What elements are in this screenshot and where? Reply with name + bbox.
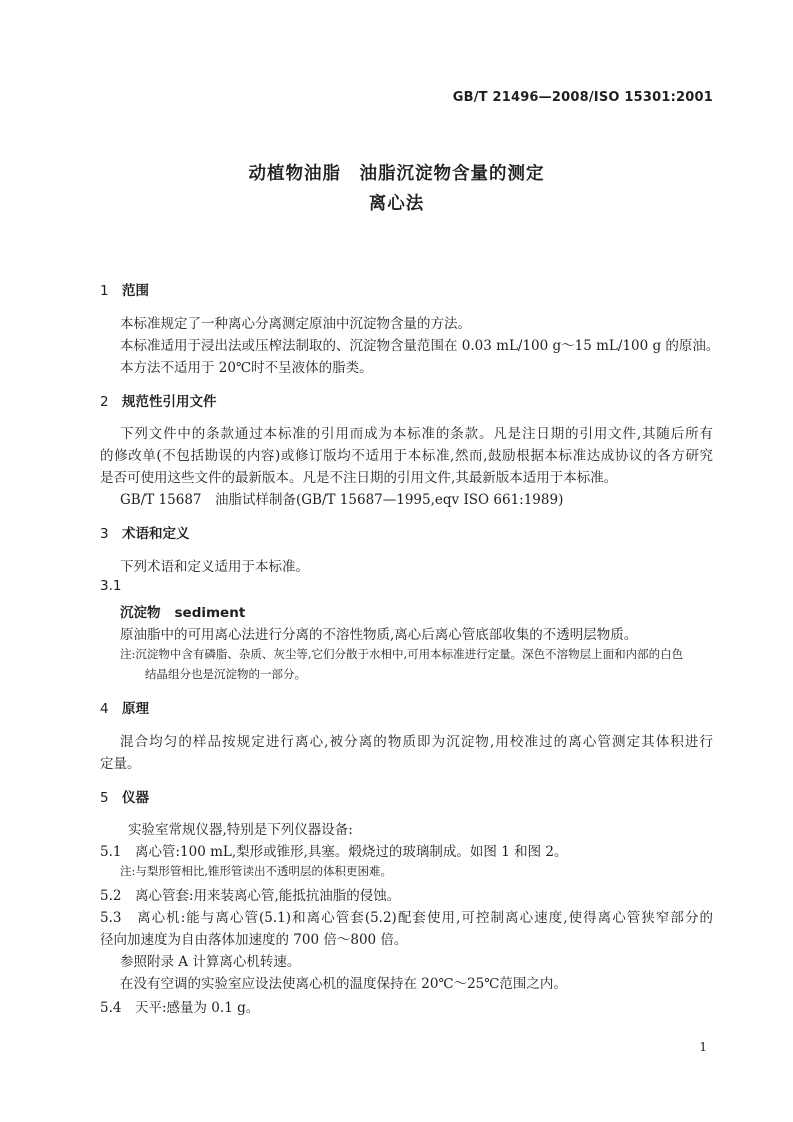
section-4-heading xyxy=(100,697,149,717)
section-5-title: 仪器 xyxy=(122,790,149,806)
section-2-paragraph-line-2: 的修改单(不包括勘误的内容)或修订版均不适用于本标准,然而,鼓励根据本标准达成协议的各方研究 xyxy=(100,448,713,464)
normative-reference: GB/T 15687 油脂试样制备(GB/T 15687—1995,eqv ISO 661:1989) xyxy=(120,492,564,508)
section-4-paragraph-line-2: 定量。 xyxy=(100,756,141,772)
term-note-line-2: 结晶组分也是沉淀物的一部分。 xyxy=(145,667,306,681)
page-number: 1 xyxy=(699,1040,707,1054)
item-5-4: 5.4 天平:感量为 0.1 g。 xyxy=(100,1000,260,1016)
section-2-heading xyxy=(100,390,217,410)
term-chinese: 沉淀物 xyxy=(120,605,161,621)
item-5-3-line-1: 5.3 离心机:能与离心管(5.1)和离心管套(5.2)配套使用,可控制离心速度,使得离心管狭窄部分的 xyxy=(100,910,713,926)
term-note-line-1: 注:沉淀物中含有磷脂、杂质、灰尘等,它们分散于水相中,可用本标准进行定量。深色不溶物层上面和内部的白色 xyxy=(120,647,684,661)
section-1-heading xyxy=(100,279,149,299)
section-4-title: 原理 xyxy=(122,701,149,717)
section-1-title: 范围 xyxy=(122,283,149,299)
section-5-number: 5 xyxy=(100,790,109,806)
section-3-paragraph-1: 下列术语和定义适用于本标准。 xyxy=(120,559,309,575)
item-5-1-note: 注:与梨形管相比,锥形管读出不透明层的体积更困难。 xyxy=(120,864,393,878)
section-2-paragraph-line-1: 下列文件中的条款通过本标准的引用而成为本标准的条款。凡是注日期的引用文件,其随后所有 xyxy=(120,426,713,442)
document-title-line1: 动植物油脂 油脂沉淀物含量的测定 xyxy=(248,164,545,184)
section-4-number: 4 xyxy=(100,701,109,717)
item-5-3-paragraph-2: 参照附录 A 计算离心机转速。 xyxy=(120,954,301,970)
section-1-paragraph-1: 本标准规定了一种离心分离测定原油中沉淀物含量的方法。 xyxy=(120,316,471,332)
section-3-title: 术语和定义 xyxy=(122,526,190,542)
section-5-heading xyxy=(100,786,149,806)
item-5-1: 5.1 离心管:100 mL,梨形或锥形,具塞。煅烧过的玻璃制成。如图 1 和图 2。 xyxy=(100,844,568,860)
subsection-3-1-number: 3.1 xyxy=(100,578,122,594)
item-5-2: 5.2 离心管套:用来装离心管,能抵抗油脂的侵蚀。 xyxy=(100,888,401,904)
section-4-paragraph-line-1: 混合均匀的样品按规定进行离心,被分离的物质即为沉淀物,用校准过的离心管测定其体积进行 xyxy=(120,734,713,750)
item-5-3-line-2: 径向加速度为自由落体加速度的 700 倍～800 倍。 xyxy=(100,932,408,948)
section-2-number: 2 xyxy=(100,394,109,410)
section-1-paragraph-2: 本标准适用于浸出法或压榨法制取的、沉淀物含量范围在 0.03 mL/100 g～15 mL/100 g 的原油。 xyxy=(120,338,720,354)
section-2-title: 规范性引用文件 xyxy=(122,394,217,410)
section-2-paragraph-line-3: 是否可使用这些文件的最新版本。凡是不注日期的引用文件,其最新版本适用于本标准。 xyxy=(100,470,618,486)
section-3-number: 3 xyxy=(100,526,109,542)
section-1-number: 1 xyxy=(100,283,109,299)
section-5-paragraph-1: 实验室常规仪器,特别是下列仪器设备: xyxy=(128,822,353,838)
section-1-paragraph-3: 本方法不适用于 20℃时不呈液体的脂类。 xyxy=(120,360,373,376)
section-3-heading xyxy=(100,522,190,542)
term-definition: 原油脂中的可用离心法进行分离的不溶性物质,离心后离心管底部收集的不透明层物质。 xyxy=(120,627,638,643)
document-title-line2: 离心法 xyxy=(368,194,425,214)
standard-number: GB/T 21496—2008/ISO 15301:2001 xyxy=(452,90,713,105)
term-entry xyxy=(120,601,245,621)
item-5-3-paragraph-3: 在没有空调的实验室应设法使离心机的温度保持在 20℃～25℃范围之内。 xyxy=(120,976,567,992)
term-english: sediment xyxy=(174,605,246,621)
